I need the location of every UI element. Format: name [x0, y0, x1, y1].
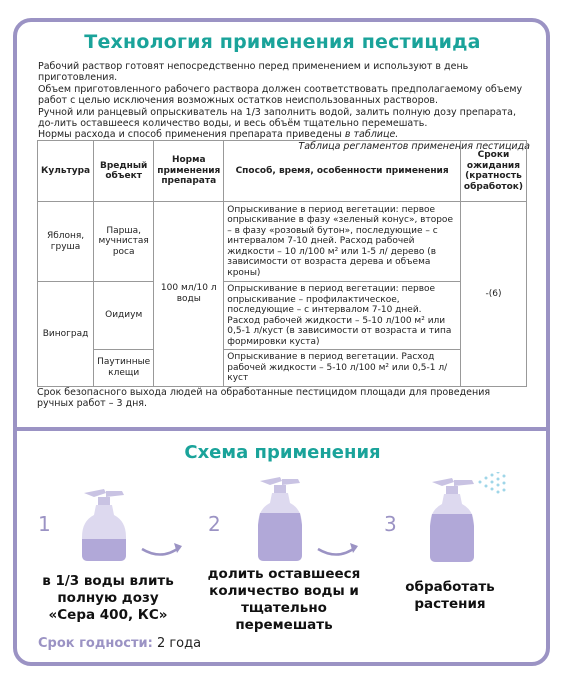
expiry-line — [38, 636, 201, 651]
step-2-text: долить оставшееся количество воды и тщательно перемешать — [207, 566, 361, 633]
table-row — [38, 202, 527, 282]
cell-pest: Паутинные клещи — [94, 350, 154, 387]
table-row — [38, 282, 527, 350]
intro-norms-italic: в таблице. — [344, 129, 399, 141]
expiry-value: 2 года — [156, 636, 202, 651]
intro-paragraph-3: Ручной или ранцевый опрыскиватель на 1/3 заполнить водой, залить полную дозу препарата, до-лить оставшееся количество воды, и весь объём тщательно перемешать. — [38, 106, 516, 130]
intro-text — [38, 61, 530, 152]
step-3-number: 3 — [384, 512, 397, 536]
arrow-icon — [140, 537, 188, 561]
expiry-label: Срок годности: — [38, 636, 153, 651]
scheme-title: Схема применения — [184, 442, 381, 463]
header-culture: Культура — [38, 141, 94, 202]
header-norm: Норма применения препарата — [154, 141, 224, 202]
intro-paragraph-2: Объем приготовленного рабочего раствора должен соответствовать предполагаемому объему работ с целью исключения возможных остатков неиспользованных растворов. — [38, 83, 523, 107]
cell-method: Опрыскивание в период вегетации: первое опрыскивание – профилактическое, последующие – с интервалом 7-10 дней. Расход рабочей жидкости – 5-10 л/100 м² или 0,5-1 л/куст (в зависимости от возраста и типа формировки куста) — [224, 282, 461, 350]
table-row — [38, 350, 527, 387]
cell-method: Опрыскивание в период вегетации. Расход рабочей жидкости – 5-10 л/100 м² или 0,5-1 л/куст — [224, 350, 461, 387]
cell-method: Опрыскивание в период вегетации: первое опрыскивание в фазу «зеленый конус», второе – в фазу «розовый бутон», последующие – с интервалом 7-10 дней. Расход рабочей жидкости – 10 л/100 м² или 1-5 л/ дерево (в зависимости от возраста дерева и объема кроны) — [224, 202, 461, 282]
arrow-icon — [316, 537, 364, 561]
cell-wait: -(6) — [460, 202, 526, 387]
sprayer-bottle-icon — [246, 471, 316, 563]
cell-pest: Парша, мучнистая роса — [94, 202, 154, 282]
regulations-table — [37, 140, 527, 387]
table-caption: Таблица регламентов применения пестицида — [298, 140, 530, 152]
step-1-text: в 1/3 воды влить полную дозу «Сера 400, КС» — [42, 573, 174, 623]
cell-norm: 100 мл/10 л воды — [154, 202, 224, 387]
cell-culture: Яблоня, груша — [38, 202, 94, 282]
header-method: Способ, время, особенности применения — [224, 141, 461, 202]
page-title: Технология применения пестицида — [84, 31, 481, 53]
sprayer-bottle-icon — [70, 483, 140, 563]
step-3-text: обработать растения — [405, 579, 495, 612]
step-2-number: 2 — [208, 512, 221, 536]
section-divider — [17, 427, 546, 431]
safety-note: Срок безопасного выхода людей на обработанные пестицидом площади для проведения ручных работ – 3 дня. — [37, 387, 491, 410]
table-header-row — [38, 141, 527, 202]
header-pest: Вредный объект — [94, 141, 154, 202]
header-wait: Сроки ожидания (кратность обработок) — [460, 141, 526, 202]
step-1-number: 1 — [38, 512, 51, 536]
cell-culture: Виноград — [38, 282, 94, 387]
spraying-bottle-icon — [418, 472, 528, 564]
intro-norms-text: Нормы расхода и способ применения препарата приведены — [38, 129, 345, 141]
intro-paragraph-1: Рабочий раствор готовят непосредственно перед применением и используют в день приготовления. — [38, 61, 469, 84]
cell-pest: Оидиум — [94, 282, 154, 350]
